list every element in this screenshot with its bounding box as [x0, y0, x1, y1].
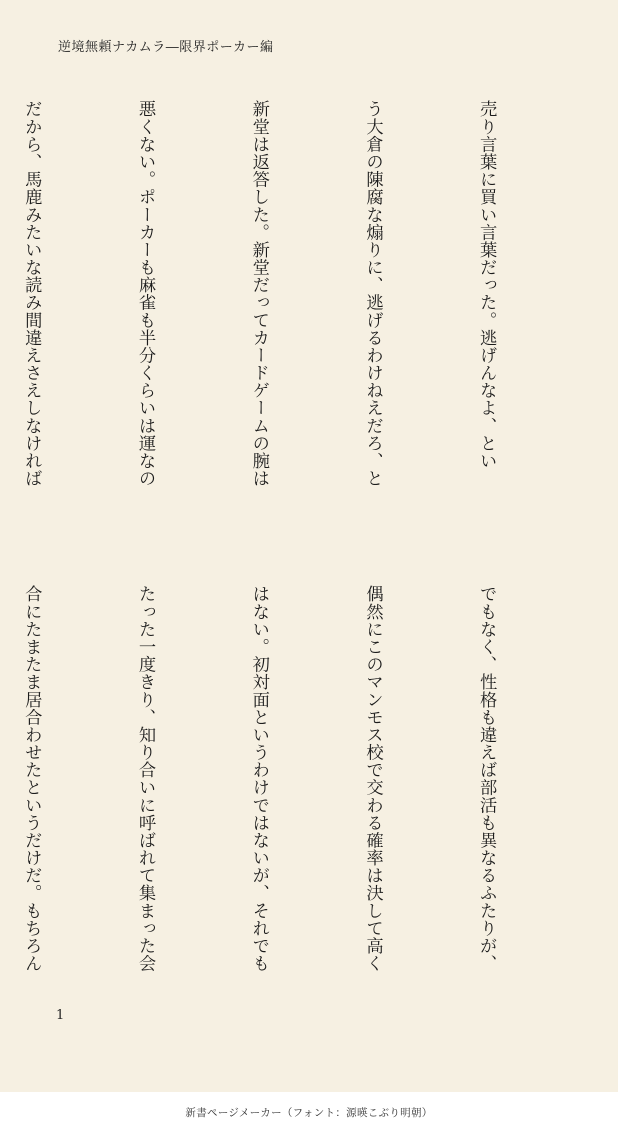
text-line: だから、馬鹿みたいな読み間違えさえしなければ [21, 100, 42, 487]
text-line: 悪くない。ポーカーも麻雀も半分くらいは運なの [135, 100, 156, 487]
text-line: たった一度きり、知り合いに呼ばれて集まった会 [135, 585, 156, 972]
text-line: 新堂は返答した。新堂だってカードゲームの腕は [248, 100, 269, 487]
text-block-bottom [21, 585, 580, 985]
text-line: はない。初対面というわけではないが、それでも [248, 585, 269, 972]
text-block-top [21, 100, 580, 530]
text-line: う大倉の陳腐な煽りに、逃げるわけねえだろ、と [362, 100, 383, 487]
running-header: 逆境無頼ナカムラ―限界ポーカー編 [58, 40, 274, 55]
text-line: でもなく、性格も違えば部活も異なるふたりが、 [476, 585, 497, 972]
text-line: 売り言葉に買い言葉だった。逃げんなよ、とい [476, 100, 497, 470]
page-number: 1 [56, 1008, 65, 1023]
footer-credit: 新書ページメーカー（フォント：源暎こぶり明朝） [0, 1092, 618, 1132]
text-line: 合にたまたま居合わせたというだけだ。もちろん [21, 585, 42, 972]
text-line: 偶然にこのマンモス校で交わる確率は決して高く [362, 585, 383, 972]
